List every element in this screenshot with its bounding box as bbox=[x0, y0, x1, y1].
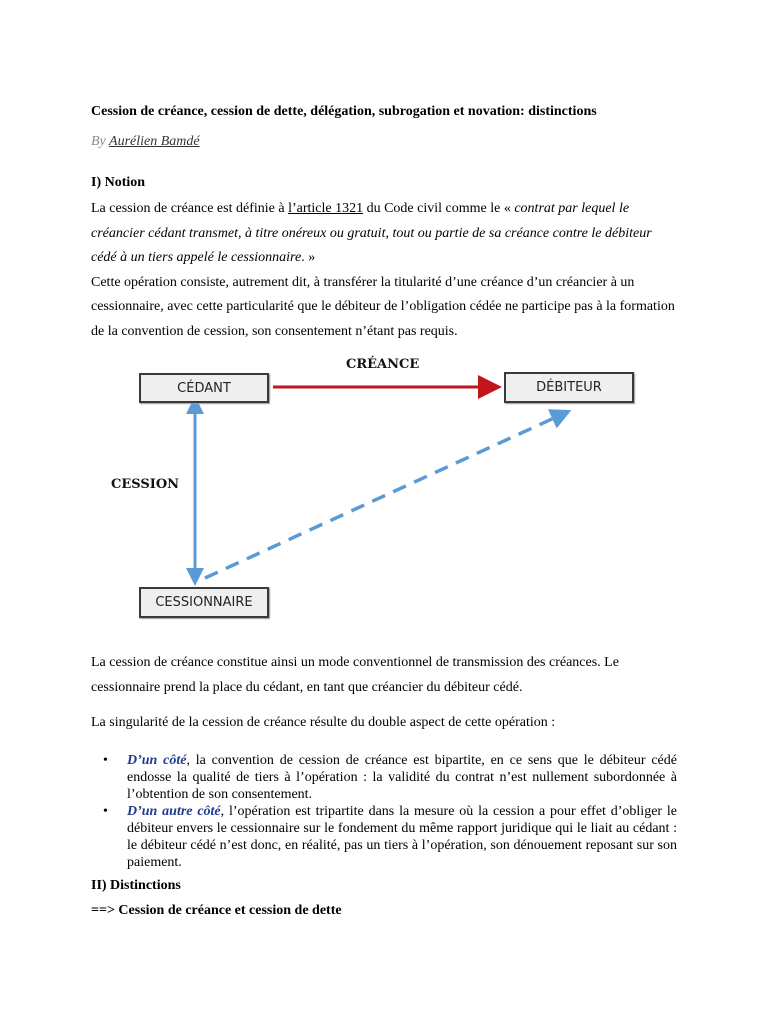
list-item bbox=[91, 803, 677, 871]
box-cessionnaire: CESSIONNAIRE bbox=[139, 587, 269, 618]
subheading-cession-dette: ==> Cession de créance et cession de dette bbox=[91, 903, 342, 918]
article-title: Cession de créance, cession de dette, délégation, subrogation et novation: distinctions bbox=[91, 104, 597, 119]
box-cedant: CÉDANT bbox=[139, 373, 269, 403]
paragraph-explanation: Cette opération consiste, autrement dit, à transférer la titularité d’une créance d’un créancier à un cessionnaire, avec cette particularité que le débiteur de l’obligation cédée ne participe pas à la formation de la convention de cession, son consentement n’étant pas requis. bbox=[91, 274, 675, 339]
paragraph-definition bbox=[91, 197, 677, 344]
byline bbox=[91, 134, 200, 150]
by-prefix: By bbox=[91, 134, 106, 149]
box-debiteur: DÉBITEUR bbox=[504, 372, 634, 403]
section-heading-notion: I) Notion bbox=[91, 175, 146, 190]
bullet-text: , l’opération est tripartite dans la mesure où la cession a pour effet d’obliger le débiteur envers le cessionnaire sur le fondement du même rapport juridique qui le liait au cédant : le débiteur cédé n’est donc, en réalité, pas un tiers à l’opération, son dénouement reposant sur son paiement. bbox=[127, 804, 677, 870]
list-item bbox=[91, 752, 677, 803]
aspects-list bbox=[91, 752, 677, 871]
bullet-text: , la convention de cession de créance est bipartite, en ce sens que le débiteur cédé endosse la qualité de tiers à l’opération : la validité du contrat n’est nullement subordonnée à l’obtention de son consentement. bbox=[127, 753, 677, 802]
definition-quote: contrat par lequel le créancier cédant transmet, à titre onéreux ou gratuit, tout ou partie de sa créance contre le débiteur cédé à un tiers appelé le cessionnaire bbox=[91, 201, 652, 265]
bullet-lead: D’un autre côté bbox=[127, 804, 221, 819]
definition-text-start: La cession de créance est définie à bbox=[91, 201, 289, 216]
paragraph-mode-transmission: La cession de créance constitue ainsi un mode conventionnel de transmission des créances. Le cessionnaire prend la place du cédant, en tant que créancier du débiteur cédé. bbox=[91, 655, 619, 695]
definition-text-end: . » bbox=[301, 250, 316, 265]
debiteur-cessionnaire-dashed-arrow bbox=[205, 413, 565, 578]
definition-text-mid: du Code civil comme le « bbox=[363, 201, 515, 216]
label-cession: CESSION bbox=[111, 477, 180, 492]
label-creance: CRÉANCE bbox=[346, 357, 420, 372]
bullet-lead: D’un côté bbox=[127, 753, 187, 768]
article-1321-link[interactable]: l’article 1321 bbox=[288, 201, 364, 216]
author-link[interactable]: Aurélien Bamdé bbox=[109, 134, 200, 149]
paragraph-singularite: La singularité de la cession de créance résulte du double aspect de cette opération : bbox=[91, 715, 556, 730]
section-heading-distinctions: II) Distinctions bbox=[91, 878, 181, 893]
